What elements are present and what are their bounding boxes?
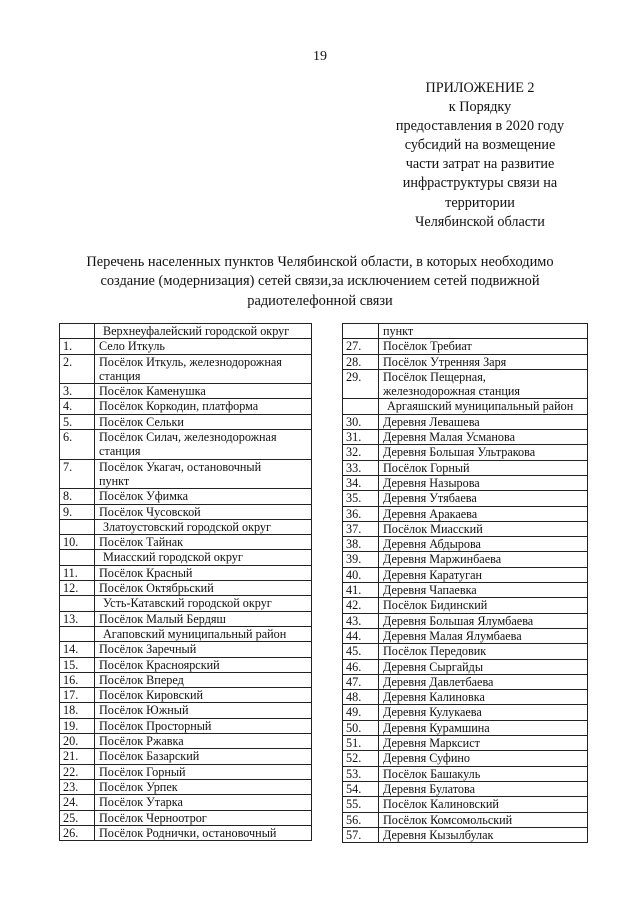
row-number: 56. [343,812,379,827]
row-number: 9. [60,504,95,519]
table-section-row [60,596,312,611]
row-number: 53. [343,766,379,781]
settlement-name: Деревня Большая Ялумбаева [379,613,588,628]
row-number: 38. [343,537,379,552]
settlement-name: Посёлок Кировский [95,688,312,703]
appendix-header [376,79,584,232]
settlement-name: Посёлок Горный [95,764,312,779]
row-number: 19. [60,718,95,733]
table-row [343,339,588,354]
row-number: 34. [343,475,379,490]
table-row [60,489,312,504]
settlement-name: Посёлок Заречный [95,642,312,657]
table-row [343,430,588,445]
settlement-name: Посёлок Тайнак [95,535,312,550]
table-row [60,749,312,764]
table-row [343,659,588,674]
table-row [343,812,588,827]
row-number: 39. [343,552,379,567]
settlement-name: Деревня Маржинбаева [379,552,588,567]
table-row [60,414,312,429]
row-number: 14. [60,642,95,657]
settlement-name: Посёлок Иткуль, железнодорожная станция [95,354,312,384]
settlement-name: Посёлок Комсомольский [379,812,588,827]
row-number: 8. [60,489,95,504]
district-name: Верхнеуфалейский городской округ [95,324,312,339]
table-row [343,521,588,536]
appendix-line: территории [445,194,515,211]
table-row [60,795,312,810]
table-row [343,781,588,796]
row-number: 12. [60,581,95,596]
list-title [50,253,590,311]
settlement-name: Деревня Абдырова [379,537,588,552]
settlement-name: Посёлок Утренняя Заря [379,354,588,369]
row-number: 43. [343,613,379,628]
row-number: 11. [60,565,95,580]
row-number: 41. [343,583,379,598]
table-row [343,567,588,582]
table-row [60,657,312,672]
district-name: Златоустовский городской округ [95,519,312,534]
table-section-row [60,550,312,565]
table-row [343,644,588,659]
settlement-name: Посёлок Передовик [379,644,588,659]
row-number: 54. [343,781,379,796]
row-number: 26. [60,825,95,840]
settlement-name: Посёлок Башакуль [379,766,588,781]
table-row [60,825,312,840]
row-number: 20. [60,734,95,749]
settlement-name: Посёлок Урпек [95,779,312,794]
row-number: 35. [343,491,379,506]
settlement-name: Посёлок Коркодин, платформа [95,399,312,414]
settlement-name: Посёлок Горный [379,460,588,475]
row-number: 57. [343,827,379,842]
table-row [60,430,312,460]
settlement-name: Село Иткуль [95,339,312,354]
table-row [343,751,588,766]
row-number: 21. [60,749,95,764]
row-number [60,596,95,611]
settlement-name: Посёлок Бидинский [379,598,588,613]
table-row [60,672,312,687]
table-row [343,324,588,339]
row-number: 36. [343,506,379,521]
row-number: 24. [60,795,95,810]
list-title-line: создание (модернизация) сетей связи,за исключением сетей подвижной [100,273,540,290]
row-number: 17. [60,688,95,703]
settlement-name: Посёлок Базарский [95,749,312,764]
row-number [343,399,379,414]
settlement-name: Деревня Утябаева [379,491,588,506]
row-number: 48. [343,690,379,705]
table-row [60,688,312,703]
table-row [343,797,588,812]
table-row [343,766,588,781]
table-row [343,369,588,399]
table-row [60,399,312,414]
settlement-name: Деревня Большая Ультракова [379,445,588,460]
row-number: 55. [343,797,379,812]
appendix-title: ПРИЛОЖЕНИЕ 2 [425,80,535,96]
settlement-name: Посёлок Южный [95,703,312,718]
row-number: 51. [343,736,379,751]
settlement-name: Деревня Аракаева [379,506,588,521]
table-row [343,598,588,613]
row-number: 29. [343,369,379,399]
settlement-name: Деревня Кулукаева [379,705,588,720]
row-number [343,324,379,339]
settlement-name: Посёлок Сельки [95,414,312,429]
row-number: 46. [343,659,379,674]
settlement-name: Деревня Курамшина [379,720,588,735]
district-name: Миасский городской округ [95,550,312,565]
settlement-name: Посёлок Укагач, остановочный пункт [95,459,312,489]
table-row [60,354,312,384]
table-row [343,460,588,475]
settlement-name: Деревня Калиновка [379,690,588,705]
appendix-line: Челябинской области [415,213,545,230]
table-row [343,720,588,735]
settlement-name: Посёлок Миасский [379,521,588,536]
settlement-name: Деревня Левашева [379,414,588,429]
settlement-name: пункт [379,324,588,339]
table-row [343,552,588,567]
appendix-line: инфраструктуры связи на [402,175,558,192]
settlement-name: Посёлок Роднички, остановочный [95,825,312,840]
table-row [343,827,588,842]
row-number: 27. [343,339,379,354]
settlement-name: Деревня Булатова [379,781,588,796]
settlements-table-left [59,323,312,841]
settlement-name: Посёлок Пещерная, железнодорожная станция [379,369,588,399]
row-number: 4. [60,399,95,414]
row-number: 49. [343,705,379,720]
table-row [343,475,588,490]
settlement-name: Посёлок Черноотрог [95,810,312,825]
settlement-name: Посёлок Малый Бердяш [95,611,312,626]
table-row [60,734,312,749]
list-title-line: радиотелефонной связи [247,292,393,309]
row-number: 18. [60,703,95,718]
row-number: 7. [60,459,95,489]
settlement-name: Посёлок Калиновский [379,797,588,812]
district-name: Агаповский муниципальный район [95,626,312,641]
settlement-name: Деревня Марксист [379,736,588,751]
row-number: 32. [343,445,379,460]
settlement-name: Посёлок Чусовской [95,504,312,519]
row-number: 28. [343,354,379,369]
appendix-line: предоставления в 2020 году [395,118,565,135]
settlement-name: Посёлок Требиат [379,339,588,354]
table-section-row [60,324,312,339]
table-row [343,583,588,598]
settlement-name: Деревня Сыргайды [379,659,588,674]
row-number: 50. [343,720,379,735]
page-number: 19 [313,49,327,64]
table-row [60,535,312,550]
row-number: 47. [343,674,379,689]
row-number: 30. [343,414,379,429]
table-section-row [343,399,588,414]
table-row [60,810,312,825]
table-row [60,565,312,580]
settlement-name: Деревня Кызылбулак [379,827,588,842]
appendix-line: к Порядку [448,99,512,116]
row-number: 16. [60,672,95,687]
appendix-line: субсидий на возмещение [404,137,556,154]
list-title-line: Перечень населенных пунктов Челябинской области, в которых необходимо [86,254,554,270]
district-name: Усть-Катавский городской округ [95,596,312,611]
table-row [343,628,588,643]
row-number: 44. [343,628,379,643]
row-number: 25. [60,810,95,825]
settlement-name: Посёлок Силач, железнодорожная станция [95,430,312,460]
settlements-table-left-body [60,324,312,841]
row-number: 22. [60,764,95,779]
table-row [343,354,588,369]
table-row [343,506,588,521]
settlement-name: Деревня Каратуган [379,567,588,582]
table-row [60,642,312,657]
settlements-table-right-body [343,324,588,843]
row-number [60,324,95,339]
table-row [343,491,588,506]
row-number: 6. [60,430,95,460]
row-number: 40. [343,567,379,582]
row-number: 33. [343,460,379,475]
appendix-line: части затрат на развитие [405,156,555,173]
row-number: 10. [60,535,95,550]
table-row [60,384,312,399]
row-number: 5. [60,414,95,429]
row-number: 31. [343,430,379,445]
row-number: 52. [343,751,379,766]
table-row [343,690,588,705]
settlement-name: Деревня Малая Ялумбаева [379,628,588,643]
settlement-name: Посёлок Каменушка [95,384,312,399]
settlement-name: Посёлок Утарка [95,795,312,810]
settlement-name: Посёлок Красноярский [95,657,312,672]
table-section-row [60,519,312,534]
settlement-name: Посёлок Октябрьский [95,581,312,596]
row-number [60,626,95,641]
table-row [60,703,312,718]
row-number: 37. [343,521,379,536]
table-row [60,581,312,596]
settlement-name: Посёлок Уфимка [95,489,312,504]
settlement-name: Деревня Суфино [379,751,588,766]
row-number: 42. [343,598,379,613]
table-row [60,611,312,626]
row-number: 15. [60,657,95,672]
table-row [60,339,312,354]
district-name: Аргаяшский муниципальный район [379,399,588,414]
table-row [60,764,312,779]
row-number [60,550,95,565]
settlement-name: Посёлок Вперед [95,672,312,687]
table-row [343,674,588,689]
settlement-name: Деревня Малая Усманова [379,430,588,445]
table-row [343,414,588,429]
settlement-name: Посёлок Ржавка [95,734,312,749]
settlement-name: Деревня Давлетбаева [379,674,588,689]
settlement-name: Посёлок Красный [95,565,312,580]
settlement-name: Посёлок Просторный [95,718,312,733]
table-row [60,718,312,733]
settlement-name: Деревня Чапаевка [379,583,588,598]
row-number: 3. [60,384,95,399]
table-row [343,613,588,628]
table-row [343,705,588,720]
row-number: 13. [60,611,95,626]
row-number: 45. [343,644,379,659]
row-number: 23. [60,779,95,794]
table-row [60,504,312,519]
table-row [60,779,312,794]
settlement-name: Деревня Назырова [379,475,588,490]
row-number: 1. [60,339,95,354]
settlements-table-right [342,323,588,843]
row-number [60,519,95,534]
table-row [343,445,588,460]
table-row [343,736,588,751]
table-row [343,537,588,552]
table-section-row [60,626,312,641]
table-row [60,459,312,489]
row-number: 2. [60,354,95,384]
